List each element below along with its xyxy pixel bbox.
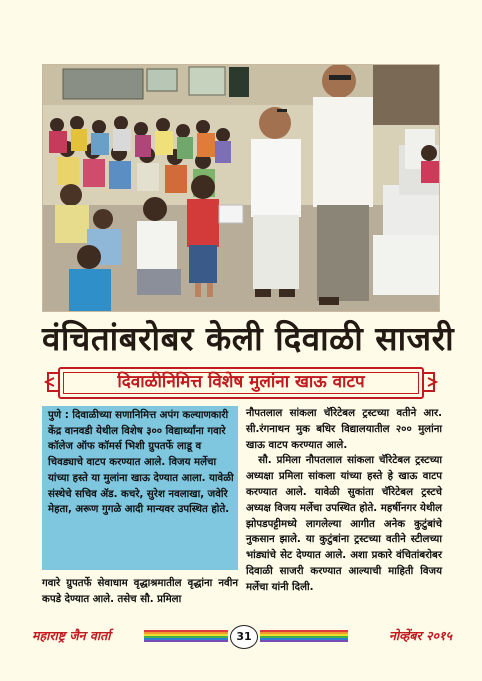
photo-illustration [43,65,439,311]
footer-rainbow-left [144,630,228,642]
left-column-continuation: गवारे ग्रुपतर्फे सेवाधाम वृद्धाश्रमातील वृद्धांना नवीन कपडे देण्यात आले. तसेच सौ. प्रमिला [42,578,238,605]
footer-rainbow-right [260,630,348,642]
highlight-box-text: पुणे : दिवाळीच्या सणानिमित्त अपंग कल्याणकारी केंद्र वानवडी येथील विशेष ३०० विद्यार्थ्यांना गवारे कॉलेज ऑफ कॉमर्स भिशी ग्रुपतर्फे लाडू व चिवड्याचे वाटप करण्यात आले. विजय मर्लेचा यांच्या हस्ते या मुलांना खाऊ देण्यात आला. यावेळी संस्थेचे सचिव ॲड. कचरे, सुरेश नवलाखा, जवेरि मेहता, अरूण गुगळे आदी मान्यवर उपस्थित होते. [48,410,234,516]
event-photo [42,64,440,312]
right-column [246,406,442,596]
publication-name: महाराष्ट्र जैन वार्ता [32,628,111,643]
article-subheadline: दिवाळीनिमित्त विशेष मुलांना खाऊ वाटप [117,372,365,392]
article-headline: वंचितांबरोबर केली दिवाळी साजरी [42,319,455,358]
banner-ornament-right-icon [420,371,438,393]
highlight-box [42,406,238,570]
issue-date: नोव्हेंबर २०१५ [388,628,452,643]
subheadline-banner [40,364,442,400]
page-number: 31 [230,625,258,649]
right-paragraph-2: सौ. प्रमिला नौपतलाल सांकला चॅरिटेबल ट्रस्टच्या अध्यक्षा प्रमिला सांकला यांच्या हस्ते हे खाऊ वाटप करण्यात आले. यावेळी सुकांता चॅरिटेबल ट्रस्टचे अध्यक्ष विजय मर्लेचा उपस्थित होते. महर्षीनगर येथील झोपडपट्टीमध्ये लागलेल्या आगीत अनेक कुटुंबांचे नुकसान झाले. या कुटुंबांना ट्रस्टच्या वतीने स्टीलच्या भांड्यांचे सेट देण्यात आले. अशा प्रकारे वंचितांबरोबर दिवाळी साजरी करण्यात आल्याची माहिती विजय मर्लेचा यांनी दिली. [246,455,442,593]
page-footer [32,624,452,648]
right-paragraph-1: नौपतलाल सांकला चॅरिटेबल ट्रस्टच्या वतीने आर. सी.रंगनाथन मुक बधिर विद्यालयातील २०० मुलांना खाऊ वाटप करण्यात आले. [246,408,442,451]
